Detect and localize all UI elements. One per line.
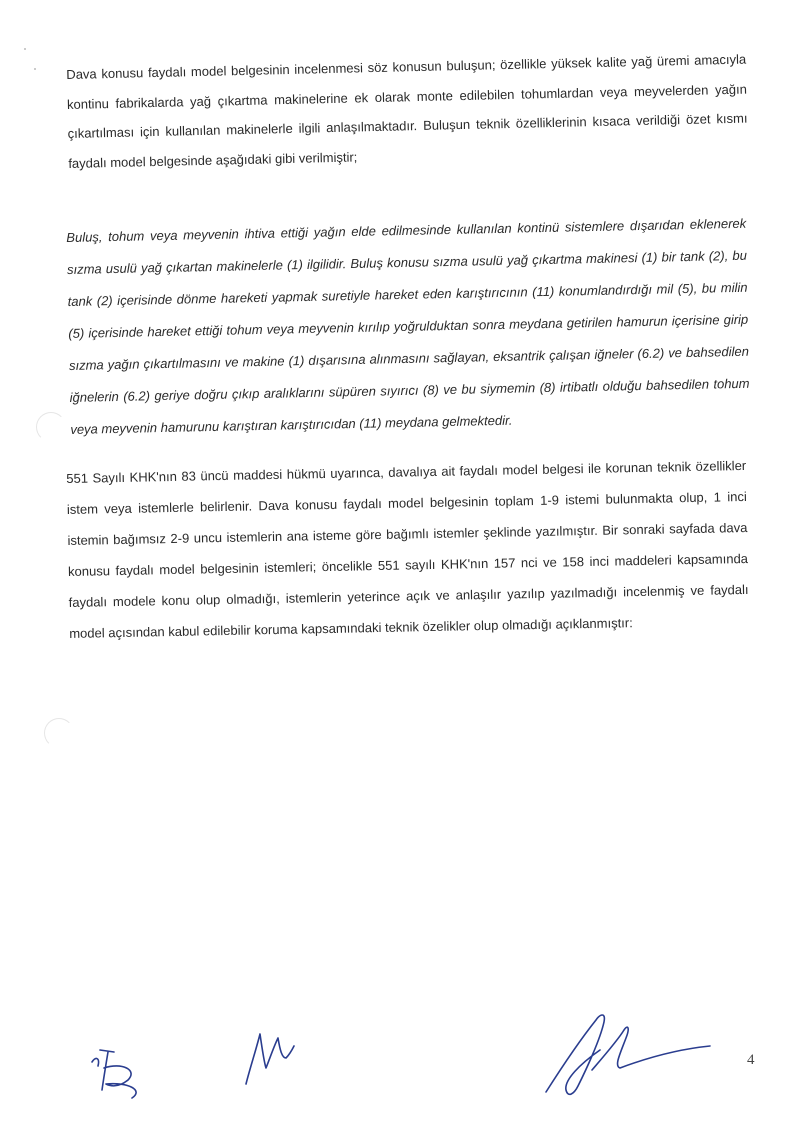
- page-number: 4: [747, 1052, 755, 1068]
- punch-hole-mark: [44, 718, 74, 748]
- paragraph-abstract-quote: Buluş, tohum veya meyvenin ihtiva ettiği yağın elde edilmesinde kullanılan kontinü sistemlere dışarıdan eklenerek sızma usulü yağ çıkartan makinelerle (1) ilgilidir. Buluş konusu sızma usulü yağ çıkartma makinesi (1) bir tank (2), bu tank (2) içerisinde dönme hareketi yapmak suretiyle hareket eden karıştırıcının (11) konumlandırdığı mil (5), bu milin (5) içerisinde hareket ettiği tohum veya meyvenin kırılıp yoğrulduktan sonra meydana getirilen hamurun içerisine girip sızma yağın çıkartılmasını ve makine (1) dışarısına alınmasını sağlayan, eksantrik çalışan iğneler (6.2) ve bahsedilen iğnelerin (6.2) geriye doğru çıkıp aralıklarını süpüren sıyırıcı (8) ve bu siymemin (8) irtibatlı olduğu bahsedilen tohum veya meyvenin hamurunu karıştıran karıştırıcıdan (11) meydana gelmektedir.: [66, 215, 750, 437]
- initials-signature-1: [88, 1040, 158, 1100]
- scan-speck: [34, 68, 36, 70]
- initials-signature-2: [240, 1028, 300, 1088]
- paragraph-description: Dava konusu faydalı model belgesinin incelenmesi söz konusun buluşun; özellikle yüksek kalite yağ üremi amacıyla kontinu fabrikalarda yağ çıkartma makinelerine ek olarak monte edilebilen tohumlardan veya meyvelerden yağın çıkartılması için kullanılan makinelerle ilgili anlaşılmaktadır. Buluşun teknik özelliklerinin kısaca verildiği özet kısmı faydalı model belgesinde aşağıdaki gibi verilmiştir;: [66, 51, 748, 171]
- paragraph-claims-analysis: 551 Sayılı KHK'nın 83 üncü maddesi hükmü uyarınca, davalıya ait faydalı model belgesi ile korunan teknik özellikler istem veya istemlerle belirlenir. Dava konusu faydalı model belgesinin toplam 1-9 istemi bulunmakta olup, 1 inci istemin bağımsız 2-9 uncu istemlerin ana isteme göre bağımlı istemler şeklinde yazılmıştır. Bir sonraki sayfada dava konusu faydalı model belgesinin istemleri; öncelikle 551 sayılı KHK'nın 157 nci ve 158 inci maddeleri kapsamında faydalı modele konu olup olmadığı, istemlerin yeterince açık ve anlaşılır yazılıp yazılmadığı incelenmiş ve faydalı model açısından kabul edilebilir koruma kapsamındaki teknik özelikler olup olmadığı açıklanmıştır:: [66, 457, 749, 641]
- signature-main: [540, 1010, 720, 1100]
- punch-hole-mark: [36, 412, 66, 442]
- scan-speck: [24, 48, 26, 50]
